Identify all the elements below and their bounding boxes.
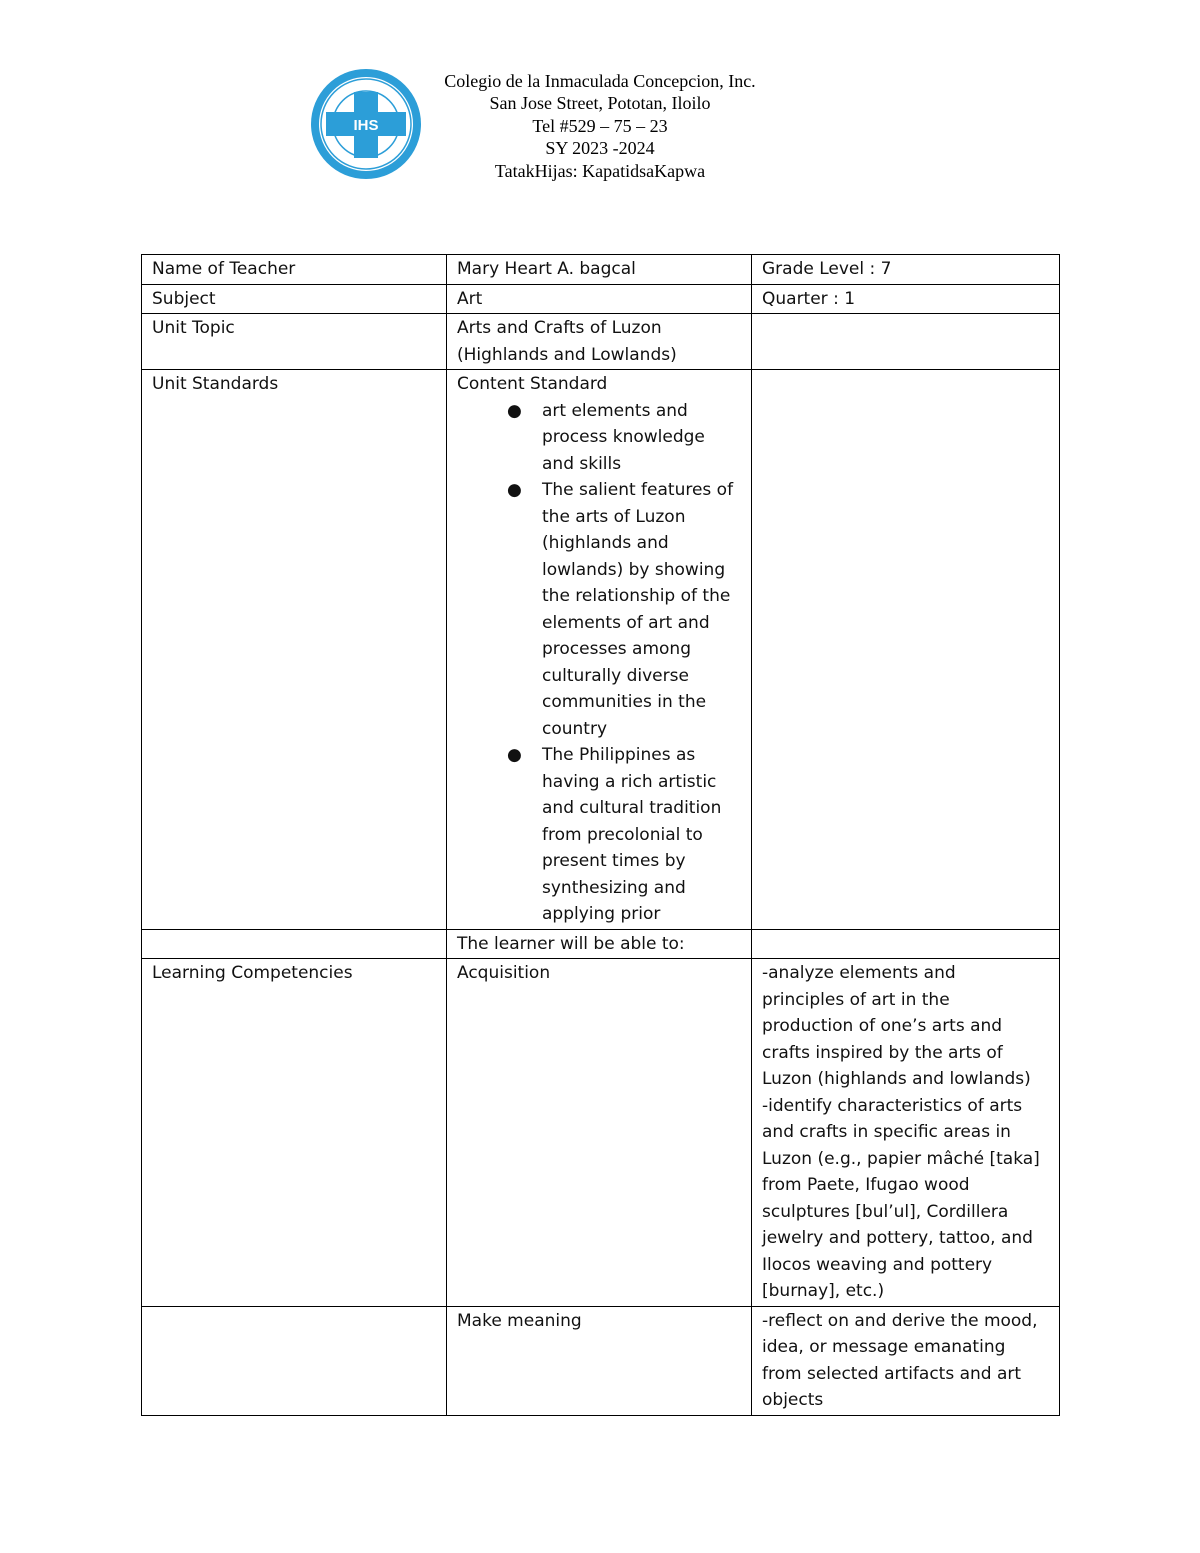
- unit-topic-label: Unit Topic: [142, 314, 447, 370]
- make-meaning-text: -reflect on and derive the mood, idea, or message emanating from selected artifacts and art objects: [752, 1306, 1060, 1415]
- list-item: [507, 742, 741, 928]
- list-item-text: The Philippines as having a rich artistic and cultural tradition from precolonial to present times by synthesizing and applying prior: [542, 745, 722, 924]
- school-address: San Jose Street, Pototan, Iloilo: [489, 93, 711, 114]
- acquisition-label: Acquisition: [447, 959, 752, 1307]
- content-standard-cell: [447, 370, 752, 930]
- unit-standards-label: Unit Standards: [142, 370, 447, 930]
- empty-cell: [752, 370, 1060, 930]
- table-row: [142, 959, 1060, 1307]
- logo-initials: IHS: [353, 117, 379, 134]
- school-tel: Tel #529 – 75 – 23: [532, 115, 668, 136]
- bullet-icon: ●: [507, 480, 522, 500]
- empty-cell: [752, 929, 1060, 959]
- subject-value: Art: [447, 284, 752, 314]
- quarter: Quarter : 1: [752, 284, 1060, 314]
- list-item: [507, 477, 741, 742]
- acquisition-text: -analyze elements and principles of art in the production of one’s arts and crafts inspired by the arts of Luzon (highlands and lowlands) -identify characteristics of arts and crafts in specific areas in Luzon (e.g., papier mâché [taka] from Paete, Ifugao wood sculptures [bul’ul], Cordillera jewelry and pottery, tattoo, and Ilocos weaving and pottery [burnay], etc.): [752, 959, 1060, 1307]
- content-standard-list: [457, 398, 741, 928]
- table-row: [142, 929, 1060, 959]
- unit-topic-value: Arts and Crafts of Luzon (Highlands and Lowlands): [447, 314, 752, 370]
- empty-cell: [752, 314, 1060, 370]
- school-header: [380, 70, 820, 182]
- learning-competencies-label: Learning Competencies: [142, 959, 447, 1307]
- empty-cell: [142, 1306, 447, 1415]
- learner-intro: The learner will be able to:: [447, 929, 752, 959]
- list-item-text: art elements and process knowledge and skills: [542, 400, 705, 474]
- content-standard-label: Content Standard: [457, 374, 608, 394]
- make-meaning-label: Make meaning: [447, 1306, 752, 1415]
- lesson-plan-table: [141, 254, 1060, 1416]
- table-row: [142, 255, 1060, 285]
- bullet-icon: ●: [507, 400, 522, 421]
- teacher-value: Mary Heart A. bagcal: [447, 255, 752, 285]
- subject-label: Subject: [142, 284, 447, 314]
- table-row: [142, 370, 1060, 930]
- teacher-label: Name of Teacher: [142, 255, 447, 285]
- list-item-text: The salient features of the arts of Luzon (highlands and lowlands) by showing the relationship of the elements of art and processes among culturally diverse communities in the country: [542, 480, 734, 739]
- school-name: Colegio de la Inmaculada Concepcion, Inc.: [444, 71, 756, 91]
- bullet-icon: ●: [507, 745, 522, 765]
- list-item: [507, 398, 741, 478]
- table-row: [142, 314, 1060, 370]
- school-year: SY 2023 -2024: [545, 138, 655, 159]
- grade-level: Grade Level : 7: [752, 255, 1060, 285]
- table-row: [142, 284, 1060, 314]
- table-row: [142, 1306, 1060, 1415]
- empty-cell: [142, 929, 447, 959]
- school-motto: TatakHijas: KapatidsaKapwa: [494, 160, 706, 181]
